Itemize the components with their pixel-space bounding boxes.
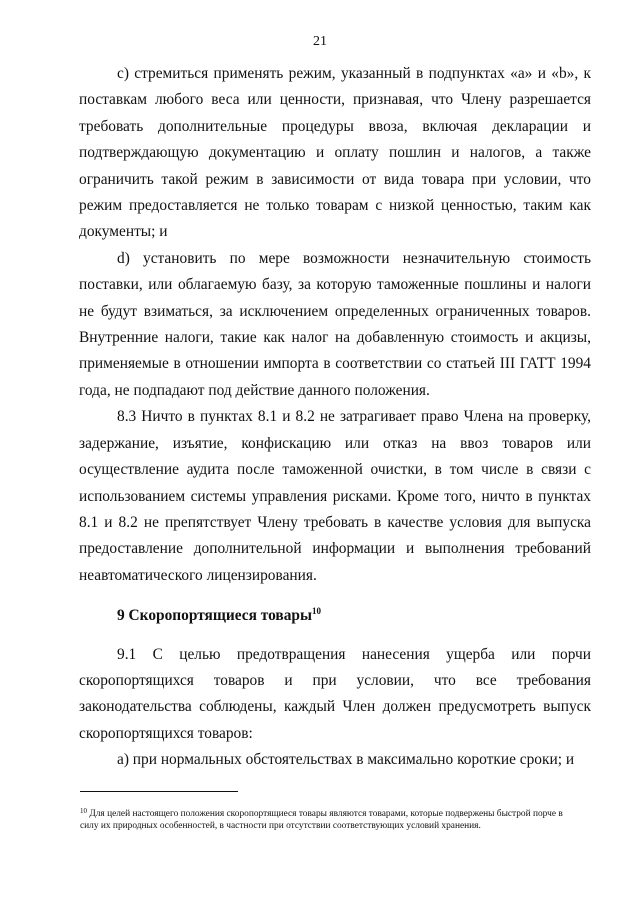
paragraph-a: a) при нормальных обстоятельствах в максимально короткие сроки; и bbox=[117, 751, 575, 769]
footnote-marker: 10 bbox=[80, 807, 87, 815]
footnote bbox=[80, 808, 570, 832]
paragraph-8-3: 8.3 Ничто в пунктах 8.1 и 8.2 не затрагивает право Члена на проверку, задержание, изъятие, конфискацию или отказ на ввоз товаров или осуществление аудита после таможенной очистки, в том числе в связи с использованием системы управления рисками. Кроме того, ничто в пунктах 8.1 и 8.2 не препятствует Члену требовать в качестве условия для выпуска предоставление дополнительной информации и выполнения требований неавтоматического лицензирования. bbox=[79, 408, 591, 584]
paragraph-d: d) установить по мере возможности незначительную стоимость поставки, или облагаемую базу, за которую таможенные пошлины и налоги не будут взиматься, за исключением определенных ограниченных товаров. Внутренние налоги, такие как налог на добавленную стоимость и акцизы, применяемые в отношении импорта в соответствии со статьей III ГАТТ 1994 года, не подпадают под действие данного положения. bbox=[79, 249, 591, 399]
paragraph-c: c) стремиться применять режим, указанный в подпунктах «a» и «b», к поставкам любого веса или ценности, признавая, что Члену разрешается требовать дополнительные процедуры ввоза, включая декларации и подтверждающую документацию и оплату пошлин и налогов, а также ограничить такой режим в зависимости от вида товара при условии, что режим предоставляется не только товарам с низкой ценностью, таким как документы; и bbox=[79, 65, 591, 241]
paragraph-9-1: 9.1 С целью предотвращения нанесения ущерба или порчи скоропортящихся товаров и при условии, что все требования законодательства соблюдены, каждый Член должен предусмотреть выпуск скоропортящихся товаров: bbox=[79, 645, 591, 742]
section-heading bbox=[79, 603, 591, 629]
footnote-text: Для целей настоящего положения скоропортящиеся товары являются товарами, которые подвержены быстрой порче в силу их природных особенностей, в частности при отсутствии соответствующих условий хранения. bbox=[80, 809, 563, 832]
page-number: 21 bbox=[313, 34, 327, 49]
footnote-separator bbox=[80, 791, 238, 792]
section-heading-text: 9 Скоропортящиеся товары bbox=[117, 607, 313, 625]
body-text bbox=[79, 61, 591, 774]
footnote-reference: 10 bbox=[312, 606, 322, 617]
